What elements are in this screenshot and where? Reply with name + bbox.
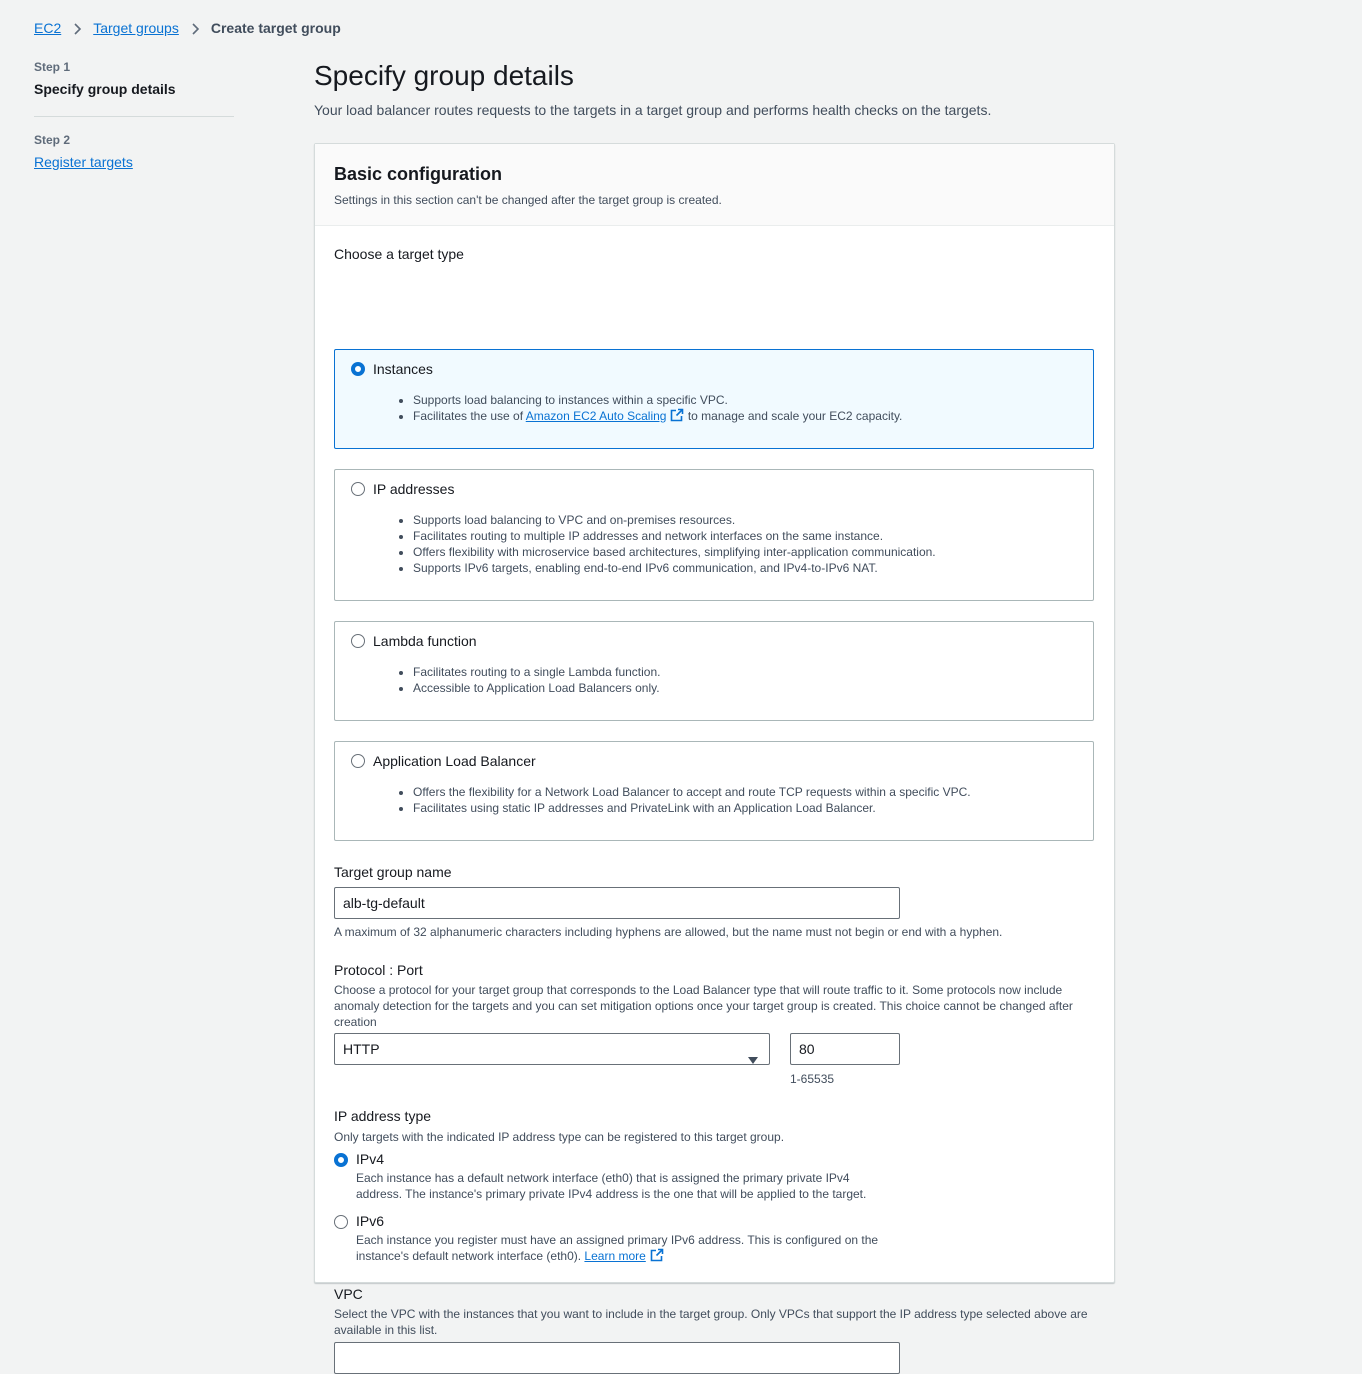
vpc-label: VPC xyxy=(334,1286,363,1302)
chevron-right-icon xyxy=(179,20,211,36)
container-title: Basic configuration xyxy=(334,164,503,184)
ipv4-option[interactable] xyxy=(334,1151,896,1202)
breadcrumb-ec2[interactable]: EC2 xyxy=(34,20,62,36)
wizard-steps xyxy=(34,60,234,172)
tile-lambda-title: Lambda function xyxy=(373,633,477,649)
list-item: • Supports load balancing to instances within a specific VPC. xyxy=(413,392,902,408)
target-group-name-label: Target group name xyxy=(334,864,452,880)
radio-ip-addresses[interactable] xyxy=(351,482,365,496)
port-input[interactable]: 80 xyxy=(790,1033,900,1065)
tile-alb-title: Application Load Balancer xyxy=(373,753,536,769)
ipv4-title: IPv4 xyxy=(356,1151,385,1167)
ipv4-description: Each instance has a default network interface (eth0) that is assigned the primary private IPv4 address. The instance's primary private IPv4 address is the one that will be applied to the target. xyxy=(356,1171,867,1201)
tile-ip-addresses-bullets xyxy=(413,512,936,576)
external-link-icon[interactable] xyxy=(650,1248,664,1266)
auto-scaling-link[interactable]: Amazon EC2 Auto Scaling xyxy=(525,409,667,423)
external-link-icon[interactable] xyxy=(670,408,684,426)
step-1-label: Step 1 xyxy=(34,60,71,74)
list-item xyxy=(413,408,902,426)
breadcrumb-target-groups[interactable]: Target groups xyxy=(93,20,179,36)
tile-lambda-bullets xyxy=(413,664,660,696)
list-item: • Facilitates routing to multiple IP addresses and network interfaces on the same instance. xyxy=(413,528,936,544)
target-type-label: Choose a target type xyxy=(334,246,464,262)
container-description: Settings in this section can't be changed after the target group is created. xyxy=(334,193,722,207)
tile-instances[interactable] xyxy=(334,349,1094,449)
port-hint: 1-65535 xyxy=(790,1072,835,1086)
step-divider xyxy=(34,116,234,117)
breadcrumb xyxy=(34,20,341,36)
ipv6-description-wrap xyxy=(356,1232,896,1266)
protocol-port-label: Protocol : Port xyxy=(334,962,423,978)
breadcrumb-current: Create target group xyxy=(210,20,341,36)
ip-address-type-description: Only targets with the indicated IP address type can be registered to this target group. xyxy=(334,1130,785,1144)
learn-more-link[interactable]: Learn more xyxy=(584,1249,646,1263)
caret-down-icon xyxy=(747,1045,759,1075)
protocol-select-value: HTTP xyxy=(343,1041,380,1057)
target-group-name-input[interactable]: alb-tg-default xyxy=(334,887,900,919)
vpc-description: Select the VPC with the instances that you want to include in the target group. Only VPCs that support the IP address type selected above are available in this list. xyxy=(334,1307,1088,1337)
basic-configuration-container xyxy=(314,143,1115,1337)
list-item: • Accessible to Application Load Balancers only. xyxy=(413,680,660,696)
container-header xyxy=(315,144,1114,226)
target-group-name-hint: A maximum of 32 alphanumeric characters including hyphens are allowed, but the name must not begin or end with a hyphen. xyxy=(334,925,1003,939)
tile-lambda-function[interactable] xyxy=(334,621,1094,721)
vpc-select[interactable] xyxy=(334,1342,900,1374)
protocol-select[interactable] xyxy=(334,1033,770,1065)
ipv6-option[interactable] xyxy=(334,1213,896,1266)
step-2-link[interactable]: Register targets xyxy=(34,154,133,170)
radio-instances[interactable] xyxy=(351,362,365,376)
radio-application-load-balancer[interactable] xyxy=(351,754,365,768)
list-item: • Facilitates routing to a single Lambda function. xyxy=(413,664,660,680)
tile-application-load-balancer[interactable] xyxy=(334,741,1094,841)
step-1-title: Specify group details xyxy=(34,81,176,97)
radio-ipv4[interactable] xyxy=(334,1153,348,1167)
page-description: Your load balancer routes requests to the targets in a target group and performs health checks on the targets. xyxy=(314,102,992,118)
tile-ip-addresses-title: IP addresses xyxy=(373,481,455,497)
list-item: • Supports IPv6 targets, enabling end-to-end IPv6 communication, and IPv4-to-IPv6 NAT. xyxy=(413,560,936,576)
ipv6-title: IPv6 xyxy=(356,1213,385,1229)
ip-address-type-label: IP address type xyxy=(334,1108,432,1124)
list-item: • Offers flexibility with microservice based architectures, simplifying inter-application communication. xyxy=(413,544,936,560)
tile-ip-addresses[interactable] xyxy=(334,469,1094,601)
tile-alb-bullets xyxy=(413,784,971,816)
ipv6-description: Each instance you register must have an assigned primary IPv6 address. This is configured on the instance's default network interface (eth0). xyxy=(356,1233,879,1263)
bullet-suffix: to manage and scale your EC2 capacity. xyxy=(687,409,903,423)
list-item: • Offers the flexibility for a Network Load Balancer to accept and route TCP requests within a specific VPC. xyxy=(413,784,971,800)
tile-instances-bullets xyxy=(413,392,902,426)
step-2-label: Step 2 xyxy=(34,133,71,147)
protocol-port-description: Choose a protocol for your target group that corresponds to the Load Balancer type that will route traffic to it. Some protocols now include anomaly detection for the targets and you can set mitigation options once your target group is created. This choice cannot be changed after creation xyxy=(334,983,1073,1029)
radio-ipv6[interactable] xyxy=(334,1215,348,1229)
list-item: • Facilitates using static IP addresses and PrivateLink with an Application Load Balancer. xyxy=(413,800,971,816)
list-item: • Supports load balancing to VPC and on-premises resources. xyxy=(413,512,936,528)
radio-lambda-function[interactable] xyxy=(351,634,365,648)
bullet-prefix: Facilitates the use of xyxy=(413,409,524,423)
chevron-right-icon xyxy=(61,20,93,36)
tile-instances-title: Instances xyxy=(373,361,433,377)
page-title: Specify group details xyxy=(314,60,574,91)
